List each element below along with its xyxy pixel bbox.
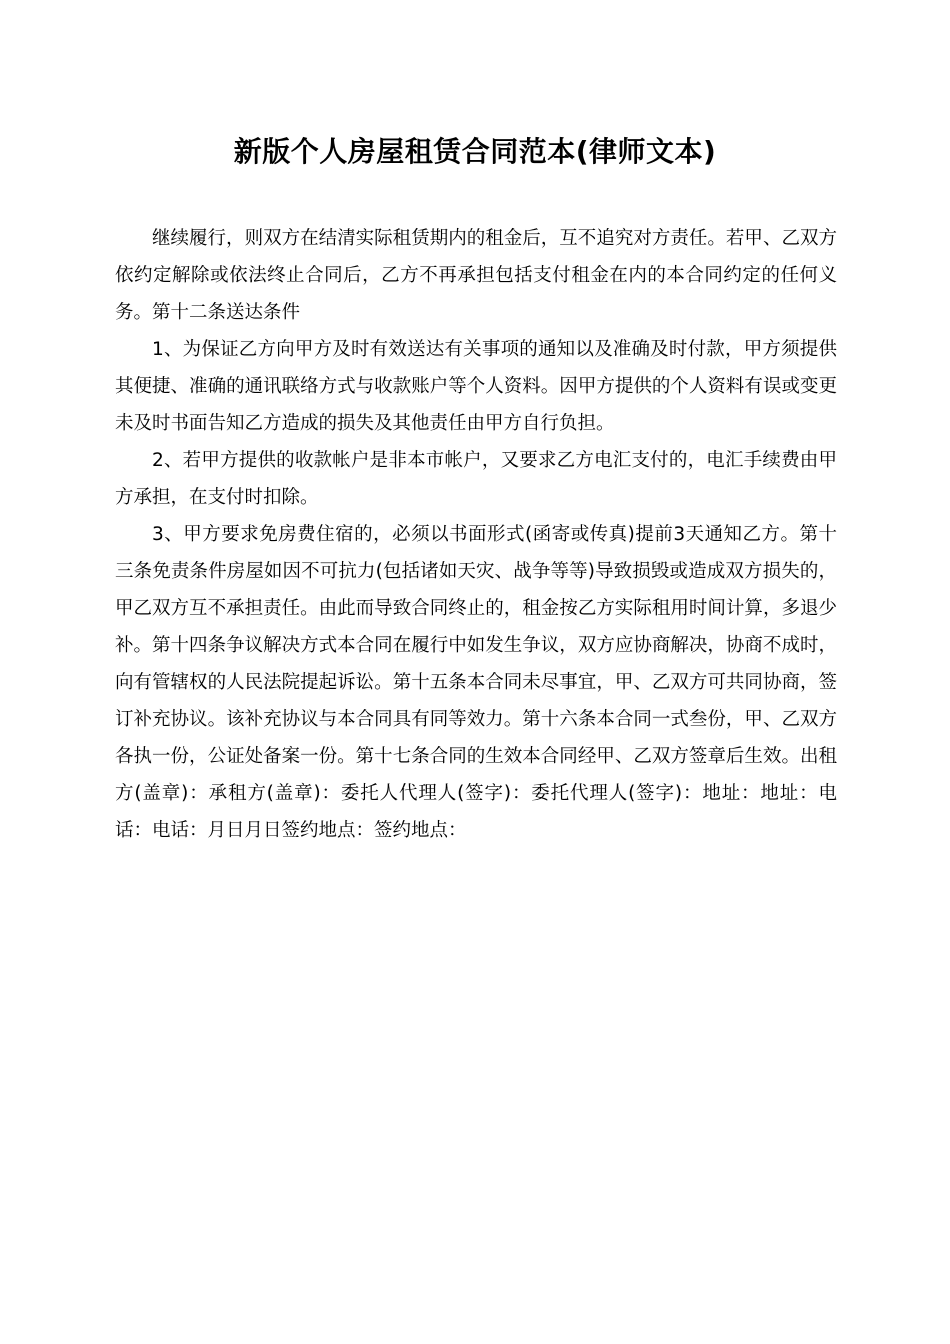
paragraph-clause-1: 1、为保证乙方向甲方及时有效送达有关事项的通知以及准确及时付款，甲方须提供其便捷、准确的通讯联络方式与收款账户等个人资料。因甲方提供的个人资料有误或变更未及时书面告知乙方造成的损失及其他责任由甲方自行负担。 [115,339,837,434]
paragraph-termination: 继续履行，则双方在结清实际租赁期内的租金后，互不追究对方责任。若甲、乙双方依约定解除或依法终止合同后，乙方不再承担包括支付租金在内的本合同约定的任何义务。第十二条送达条件 [115,228,837,323]
document-title: 新版个人房屋租赁合同范本(律师文本) [233,135,717,168]
paragraph-clause-3: 3、甲方要求免房费住宿的，必须以书面形式(函寄或传真)提前3天通知乙方。第十三条免责条件房屋如因不可抗力(包括诸如天灾、战争等等)导致损毁或造成双方损失的，甲乙双方互不承担责任。由此而导致合同终止的，租金按乙方实际租用时间计算，多退少补。第十四条争议解决方式本合同在履行中如发生争议，双方应协商解决，协商不成时，向有管辖权的人民法院提起诉讼。第十五条本合同未尽事宜，甲、乙双方可共同协商，签订补充协议。该补充协议与本合同具有同等效力。第十六条本合同一式叁份，甲、乙双方各执一份，公证处备案一份。第十七条合同的生效本合同经甲、乙双方签章后生效。出租方(盖章)：承租方(盖章)：委托人代理人(签字)：委托代理人(签字)：地址：地址：电话：电话：月日月日签约地点：签约地点： [115,524,837,841]
document-body [115,220,837,849]
paragraph-clause-2: 2、若甲方提供的收款帐户是非本市帐户，又要求乙方电汇支付的，电汇手续费由甲方承担，在支付时扣除。 [115,450,837,508]
